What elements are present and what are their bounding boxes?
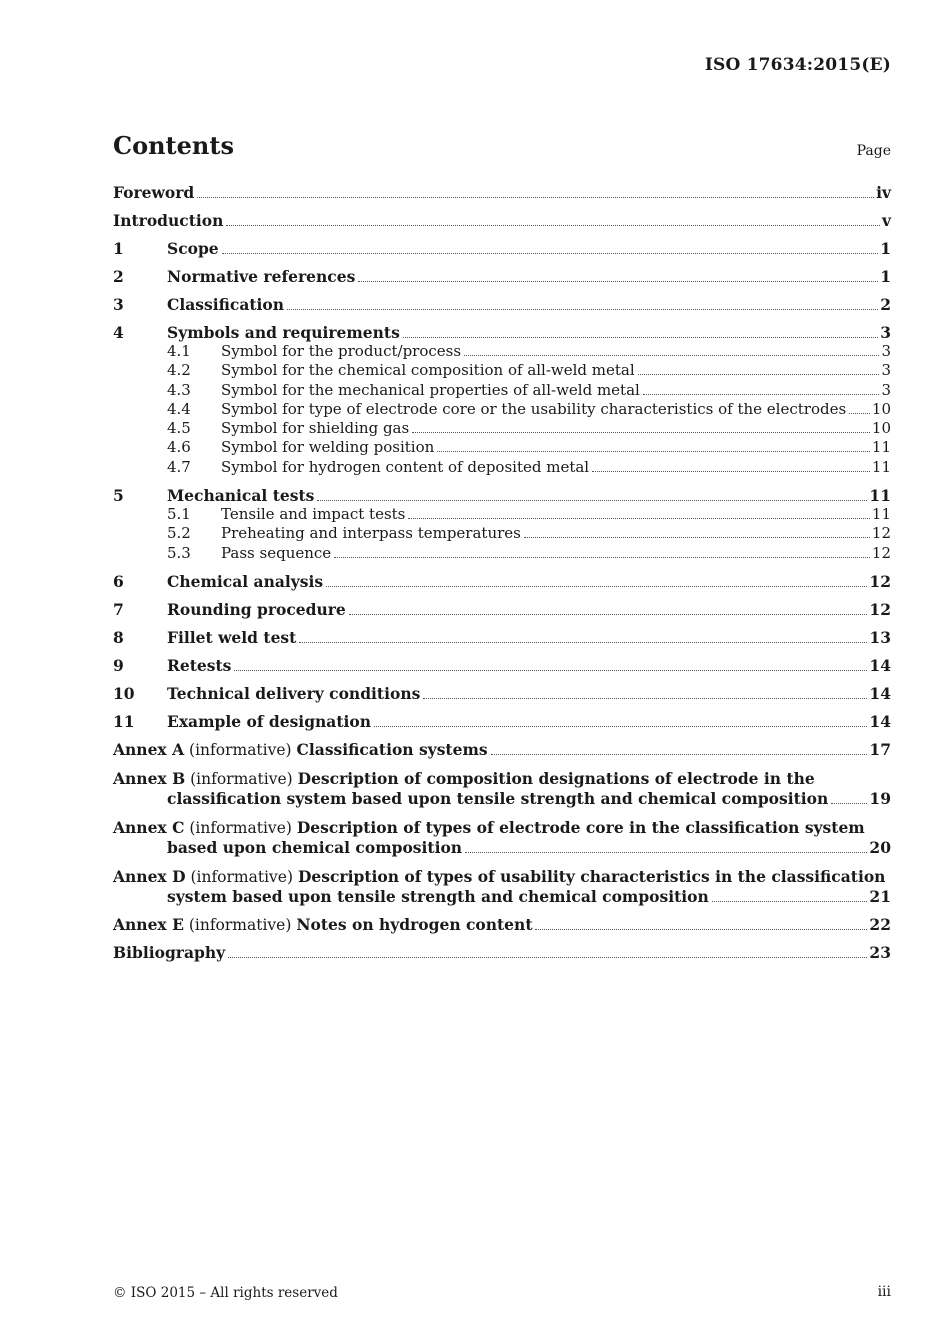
footer-page-number: iii — [877, 1284, 891, 1300]
toc-entry-clause-11[interactable]: 11 Example of designation 14 — [113, 711, 891, 731]
toc-entry-clause-5[interactable]: 5 Mechanical tests 11 — [113, 486, 891, 506]
toc-entry-bibliography[interactable]: Bibliography 23 — [113, 942, 891, 962]
footer-copyright: © ISO 2015 – All rights reserved — [113, 1285, 338, 1301]
document-id: ISO 17634:2015(E) — [704, 55, 891, 75]
toc-entry-clause-6[interactable]: 6 Chemical analysis 12 — [113, 571, 891, 591]
table-of-contents — [113, 184, 891, 962]
toc-entry-4-6[interactable]: 4.6 Symbol for welding position 11 — [167, 438, 891, 457]
toc-entry-clause-8[interactable]: 8 Fillet weld test 13 — [113, 627, 891, 647]
toc-entry-5-2[interactable]: 5.2 Preheating and interpass temperatures 12 — [167, 524, 891, 543]
toc-entry-4-4[interactable]: 4.4 Symbol for type of electrode core or the usability characteristics of the electrodes 10 — [167, 399, 891, 418]
toc-entry-clause-10[interactable]: 10 Technical delivery conditions 14 — [113, 683, 891, 703]
toc-entry-4-1[interactable]: 4.1 Symbol for the product/process 3 — [167, 342, 891, 360]
contents-heading: Contents — [113, 131, 234, 160]
toc-entry-annex-b[interactable]: Annex B (informative) Description of composition designations of electrode in the classification system based upon tensile strength and chemical composition 19 — [113, 768, 891, 808]
toc-entry-foreword[interactable]: Foreword iv — [113, 183, 891, 202]
toc-entry-annex-e[interactable]: Annex E (informative) Notes on hydrogen content 22 — [113, 914, 891, 934]
toc-entry-clause-9[interactable]: 9 Retests 14 — [113, 655, 891, 675]
toc-entry-clause-2[interactable]: 2 Normative references 1 — [113, 267, 891, 286]
toc-entry-clause-7[interactable]: 7 Rounding procedure 12 — [113, 599, 891, 619]
toc-entry-5-3[interactable]: 5.3 Pass sequence 12 — [167, 543, 891, 562]
toc-entry-4-7[interactable]: 4.7 Symbol for hydrogen content of deposited metal 11 — [167, 457, 891, 476]
toc-entry-annex-d[interactable]: Annex D (informative) Description of types of usability characteristics in the classification system based upon tensile strength and chemical composition 21 — [113, 866, 891, 906]
page-column-label: Page — [856, 143, 891, 159]
toc-entry-4-3[interactable]: 4.3 Symbol for the mechanical properties of all-weld metal 3 — [167, 380, 891, 399]
toc-entry-introduction[interactable]: Introduction v — [113, 211, 891, 230]
toc-entry-clause-1[interactable]: 1 Scope 1 — [113, 239, 891, 258]
toc-entry-annex-c[interactable]: Annex C (informative) Description of types of electrode core in the classification system based upon chemical composition 20 — [113, 817, 891, 857]
toc-entry-4-5[interactable]: 4.5 Symbol for shielding gas 10 — [167, 419, 891, 438]
toc-entry-annex-a[interactable]: Annex A (informative) Classification systems 17 — [113, 739, 891, 759]
toc-entry-4-2[interactable]: 4.2 Symbol for the chemical composition of all-weld metal 3 — [167, 361, 891, 380]
toc-entry-5-1[interactable]: 5.1 Tensile and impact tests 11 — [167, 505, 891, 524]
toc-entry-clause-3[interactable]: 3 Classification 2 — [113, 295, 891, 314]
toc-entry-clause-4[interactable]: 4 Symbols and requirements 3 — [113, 323, 891, 342]
